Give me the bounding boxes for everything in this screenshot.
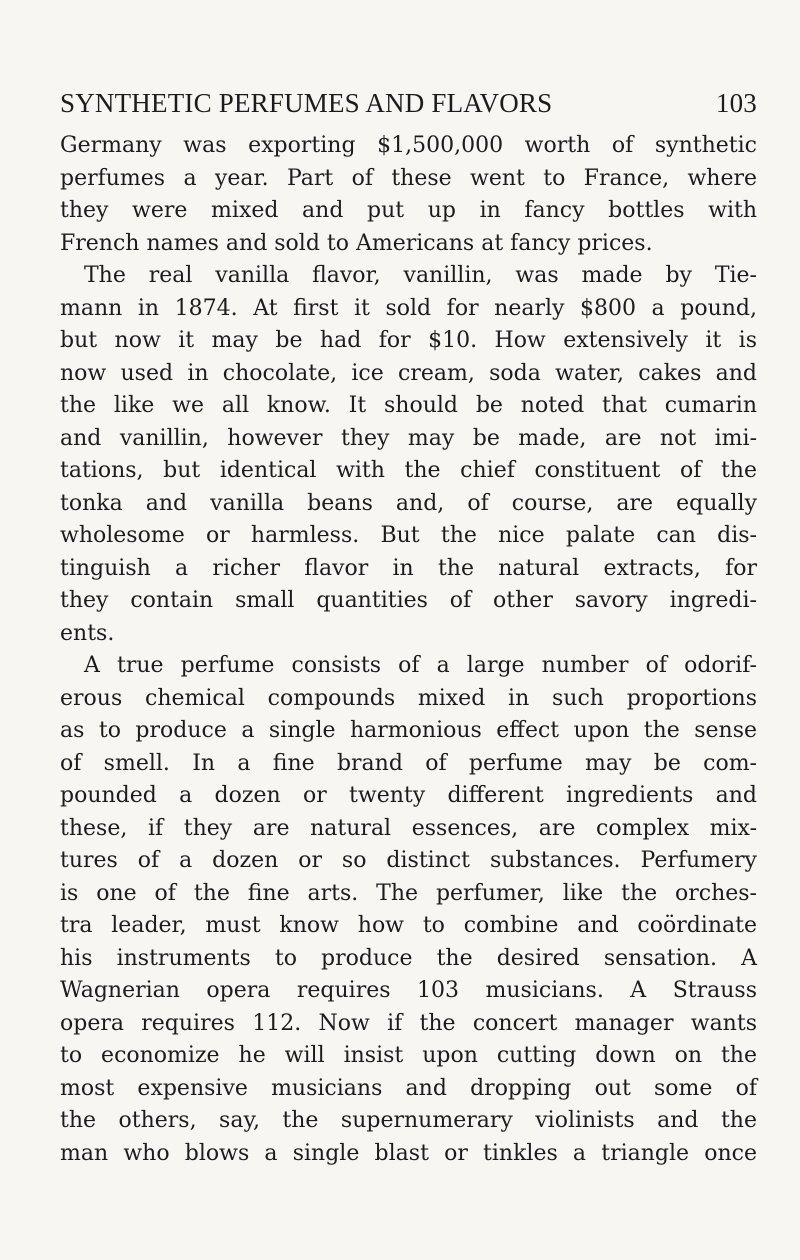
text-line: ents. bbox=[60, 620, 115, 646]
text-line: man who blows a single blast or tinkles a triangle once bbox=[60, 1140, 757, 1166]
text-line: tinguish a richer flavor in the natural extracts, for bbox=[60, 555, 757, 581]
text-line: mann in 1874. At first it sold for nearly $800 a pound, bbox=[60, 295, 757, 321]
text-line: but now it may be had for $10. How extensively it is bbox=[60, 328, 757, 353]
page-number: 103 bbox=[715, 88, 757, 118]
text-line: French names and sold to Americans at fancy prices. bbox=[60, 230, 653, 256]
text-line: tures of a dozen or so distinct substances. Perfumery bbox=[60, 848, 757, 873]
text-line: is one of the fine arts. The perfumer, like the orches- bbox=[60, 880, 757, 906]
running-header bbox=[60, 88, 757, 128]
text-line: opera requires 112. Now if the concert manager wants bbox=[60, 1010, 757, 1036]
text-line: erous chemical compounds mixed in such proportions bbox=[60, 685, 757, 711]
text-line: tra leader, must know how to combine and coördinate bbox=[60, 913, 757, 938]
running-title: SYNTHETIC PERFUMES AND FLAVORS bbox=[60, 88, 553, 118]
body-text bbox=[60, 130, 757, 1170]
text-line: perfumes a year. Part of these went to France, where bbox=[60, 165, 757, 191]
text-line: Wagnerian opera requires 103 musicians. A Strauss bbox=[60, 978, 757, 1003]
text-line: pounded a dozen or twenty different ingredients and bbox=[60, 783, 757, 808]
text-line: his instruments to produce the desired sensation. A bbox=[60, 945, 757, 971]
text-line: these, if they are natural essences, are complex mix- bbox=[60, 815, 757, 841]
text-line: most expensive musicians and dropping out some of bbox=[60, 1075, 757, 1101]
book-page bbox=[60, 88, 757, 1170]
text-line: of smell. In a fine brand of perfume may be com- bbox=[60, 750, 757, 776]
text-line: they contain small quantities of other savory ingredi- bbox=[60, 588, 757, 613]
text-line: and vanillin, however they may be made, are not imi- bbox=[60, 425, 757, 451]
text-line: Germany was exporting $1,500,000 worth of synthetic bbox=[60, 133, 757, 158]
text-line: the like we all know. It should be noted that cumarin bbox=[60, 393, 757, 418]
text-line: wholesome or harmless. But the nice palate can dis- bbox=[60, 523, 757, 548]
text-line: The real vanilla flavor, vanillin, was made by Tie- bbox=[84, 263, 757, 288]
text-line: tonka and vanilla beans and, of course, are equally bbox=[60, 490, 757, 516]
text-line: as to produce a single harmonious effect upon the sense bbox=[60, 718, 757, 743]
text-line: now used in chocolate, ice cream, soda water, cakes and bbox=[60, 360, 757, 386]
text-line: the others, say, the supernumerary violinists and the bbox=[60, 1108, 757, 1133]
text-line: to economize he will insist upon cutting down on the bbox=[60, 1043, 757, 1068]
text-line: they were mixed and put up in fancy bottles with bbox=[60, 198, 757, 223]
text-line: A true perfume consists of a large number of odorif- bbox=[84, 653, 757, 678]
text-line: tations, but identical with the chief constituent of the bbox=[60, 458, 757, 483]
